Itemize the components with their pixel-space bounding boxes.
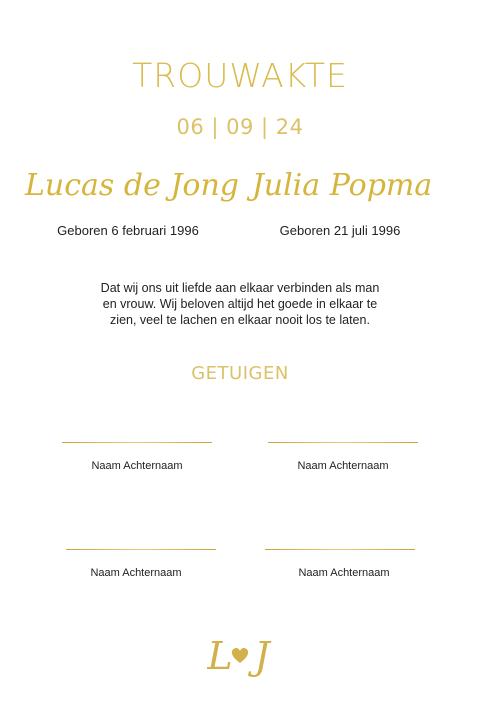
signature-line	[62, 442, 212, 443]
monogram	[190, 625, 290, 685]
heart-icon	[232, 648, 248, 663]
vow-line: en vrouw. Wij beloven altijd het goede in elkaar te	[102, 297, 378, 311]
partner2-birthdate: Geboren 21 juli 1996	[279, 223, 401, 238]
monogram-right-letter: J	[254, 634, 270, 678]
wedding-date: 06 | 09 | 24	[176, 115, 304, 139]
monogram-left-letter: L	[207, 634, 233, 678]
vow-line: zien, veel te lachen en elkaar nooit los te laten.	[110, 313, 370, 327]
witness-name: Naam Achternaam	[297, 460, 389, 472]
signature-line	[66, 549, 216, 550]
signature-line	[268, 442, 418, 443]
certificate-title: TROUWAKTE	[132, 56, 348, 95]
partner1-birthdate: Geboren 6 februari 1996	[57, 223, 199, 238]
witness-name: Naam Achternaam	[90, 567, 182, 579]
vow-text	[80, 280, 400, 328]
signature-line	[265, 549, 415, 550]
witness-name: Naam Achternaam	[298, 567, 390, 579]
witnesses-heading: GETUIGEN	[191, 363, 289, 384]
vow-line: Dat wij ons uit liefde aan elkaar verbinden als man	[100, 281, 380, 295]
partner2-name: Julia Popma	[251, 168, 433, 203]
witness-name: Naam Achternaam	[91, 460, 183, 472]
partner1-name: Lucas de Jong	[25, 168, 239, 203]
